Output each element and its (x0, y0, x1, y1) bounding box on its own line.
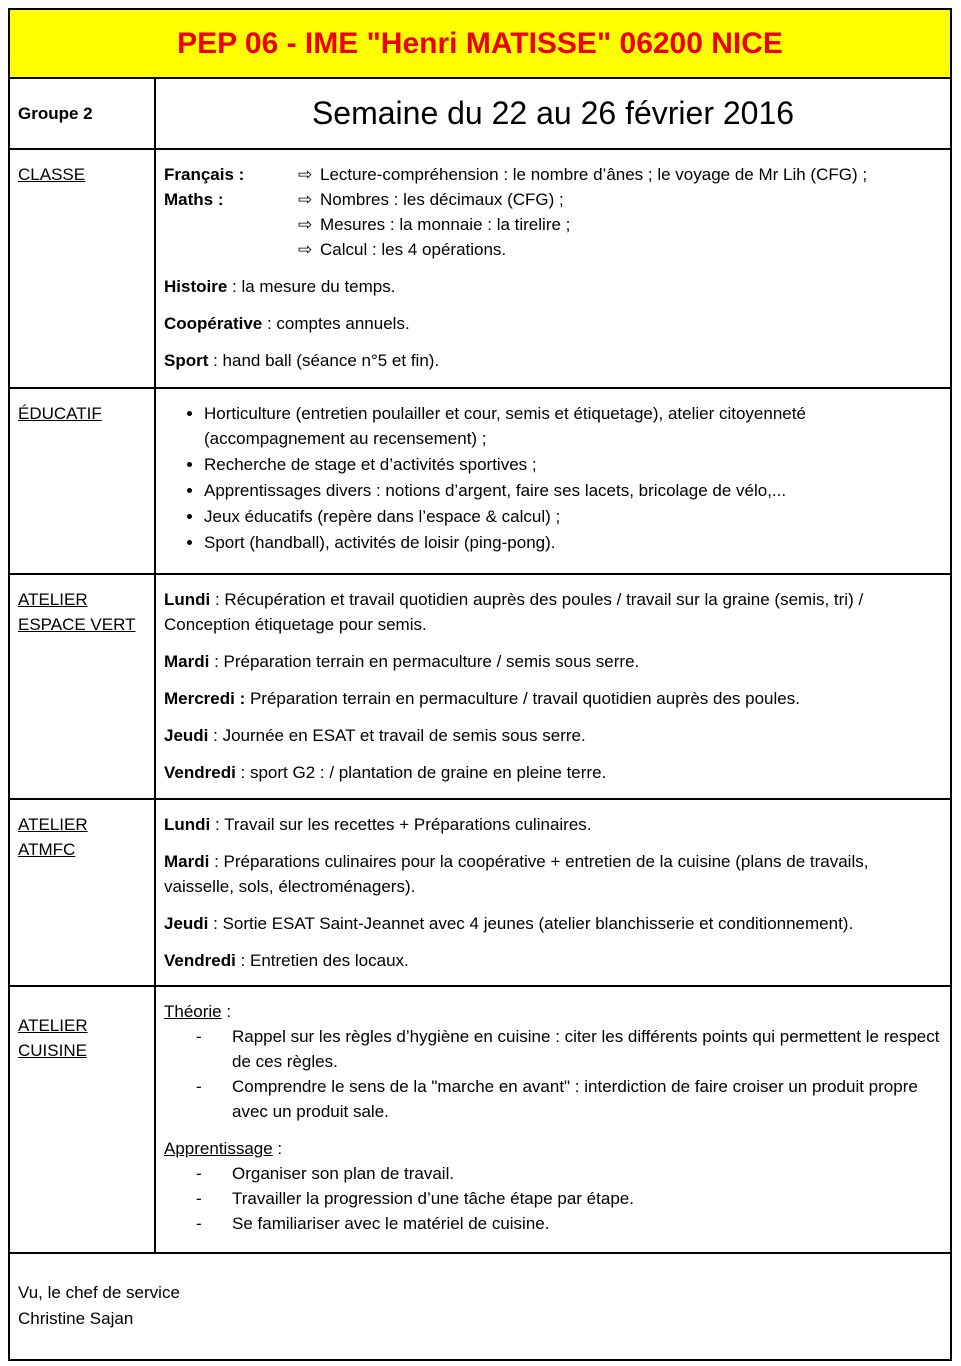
classe-entry: Sport : hand ball (séance n°5 et fin). (164, 351, 440, 370)
theorie-list (164, 1024, 942, 1124)
page-title: PEP 06 - IME "Henri MATISSE" 06200 NICE (8, 8, 952, 79)
section-classe (8, 150, 952, 389)
footer-line-2: Christine Sajan (18, 1309, 134, 1328)
list-item: • Apprentissages divers : notions d’argent, faire ses lacets, bricolage de vélo,... (204, 478, 942, 503)
list-item: • Sport (handball), activités de loisir (ping-pong). (204, 530, 942, 555)
section-content-espace-vert (156, 575, 950, 798)
arrow-right-icon: ⇨ (298, 190, 313, 209)
section-label-atelier: ATELIER (18, 815, 88, 834)
section-label-atmfc: ATMFC (18, 840, 76, 859)
apprentissage-list (164, 1161, 942, 1236)
footer-line-1: Vu, le chef de service (18, 1283, 180, 1302)
day-entry: Vendredi : Entretien des locaux. (164, 951, 409, 970)
list-item: - Se familiariser avec le matériel de cuisine. (196, 1211, 942, 1236)
francais-maths-block (164, 162, 942, 262)
list-item: • Recherche de stage et d’activités sportives ; (204, 452, 942, 477)
classe-entry: Coopérative : comptes annuels. (164, 314, 410, 333)
arrow-item: ⇨ Mesures : la monnaie : la tirelire ; (298, 212, 942, 237)
list-item: - Rappel sur les règles d’hygiène en cuisine : citer les différents points qui permettent le respect de ces règles. (196, 1024, 942, 1074)
day-entry: Vendredi : sport G2 : / plantation de graine en pleine terre. (164, 763, 607, 782)
list-item: - Organiser son plan de travail. (196, 1161, 942, 1186)
maths-label: Maths : (164, 190, 224, 209)
arrow-item: ⇨ Lecture-compréhension : le nombre d’ânes ; le voyage de Mr Lih (CFG) ; (298, 162, 942, 187)
day-entry: Lundi : Récupération et travail quotidien auprès des poules / travail sur la graine (semis, tri) / Conception étiquetage pour semis. (164, 590, 864, 634)
section-label-atelier: ATELIER (18, 1016, 88, 1035)
day-entry: Mardi : Préparation terrain en permaculture / semis sous serre. (164, 652, 640, 671)
section-content-cuisine (156, 987, 950, 1252)
section-atmfc (8, 800, 952, 987)
group-label: Groupe 2 (10, 79, 156, 148)
day-entry: Mercredi : Préparation terrain en permaculture / travail quotidien auprès des poules. (164, 689, 800, 708)
day-entry: Mardi : Préparations culinaires pour la coopérative + entretien de la cuisine (plans de travails, vaisselle, sols, électroménagers). (164, 852, 869, 896)
section-content-educatif (156, 389, 950, 573)
apprentissage-heading: Apprentissage : (164, 1139, 283, 1158)
section-label-educatif: ÉDUCATIF (18, 404, 102, 423)
section-educatif (8, 389, 952, 575)
arrow-right-icon: ⇨ (298, 215, 313, 234)
educatif-list (164, 401, 942, 555)
section-label-cuisine: CUISINE (18, 1041, 87, 1060)
day-entry: Lundi : Travail sur les recettes + Préparations culinaires. (164, 815, 592, 834)
section-label-atelier: ATELIER (18, 590, 88, 609)
arrow-item: ⇨ Calcul : les 4 opérations. (298, 237, 942, 262)
list-item: • Jeux éducatifs (repère dans l’espace & calcul) ; (204, 504, 942, 529)
week-title: Semaine du 22 au 26 février 2016 (311, 95, 795, 131)
section-label-espace-vert: ESPACE VERT (18, 615, 136, 634)
arrow-right-icon: ⇨ (298, 240, 313, 259)
weekly-schedule-sheet (8, 8, 952, 1361)
francais-label: Français : (164, 165, 245, 184)
signature-footer (8, 1254, 952, 1361)
day-entry: Jeudi : Sortie ESAT Saint-Jeannet avec 4 jeunes (atelier blanchisserie et conditionnement). (164, 914, 854, 933)
arrow-right-icon: ⇨ (298, 165, 313, 184)
arrow-item: ⇨ Nombres : les décimaux (CFG) ; (298, 187, 942, 212)
header-row (8, 79, 952, 150)
theorie-heading: Théorie : (164, 1002, 232, 1021)
section-content-classe (156, 150, 950, 387)
section-cuisine (8, 987, 952, 1254)
day-entry: Jeudi : Journée en ESAT et travail de semis sous serre. (164, 726, 586, 745)
list-item: • Horticulture (entretien poulailler et cour, semis et étiquetage), atelier citoyenneté (accompagnement au recensement) ; (204, 401, 942, 451)
list-item: - Travailler la progression d’une tâche étape par étape. (196, 1186, 942, 1211)
section-espace-vert (8, 575, 952, 800)
section-content-atmfc (156, 800, 950, 985)
classe-entry: Histoire : la mesure du temps. (164, 277, 396, 296)
section-label-classe: CLASSE (18, 165, 86, 184)
list-item: - Comprendre le sens de la "marche en avant" : interdiction de faire croiser un produit propre avec un produit sale. (196, 1074, 942, 1124)
